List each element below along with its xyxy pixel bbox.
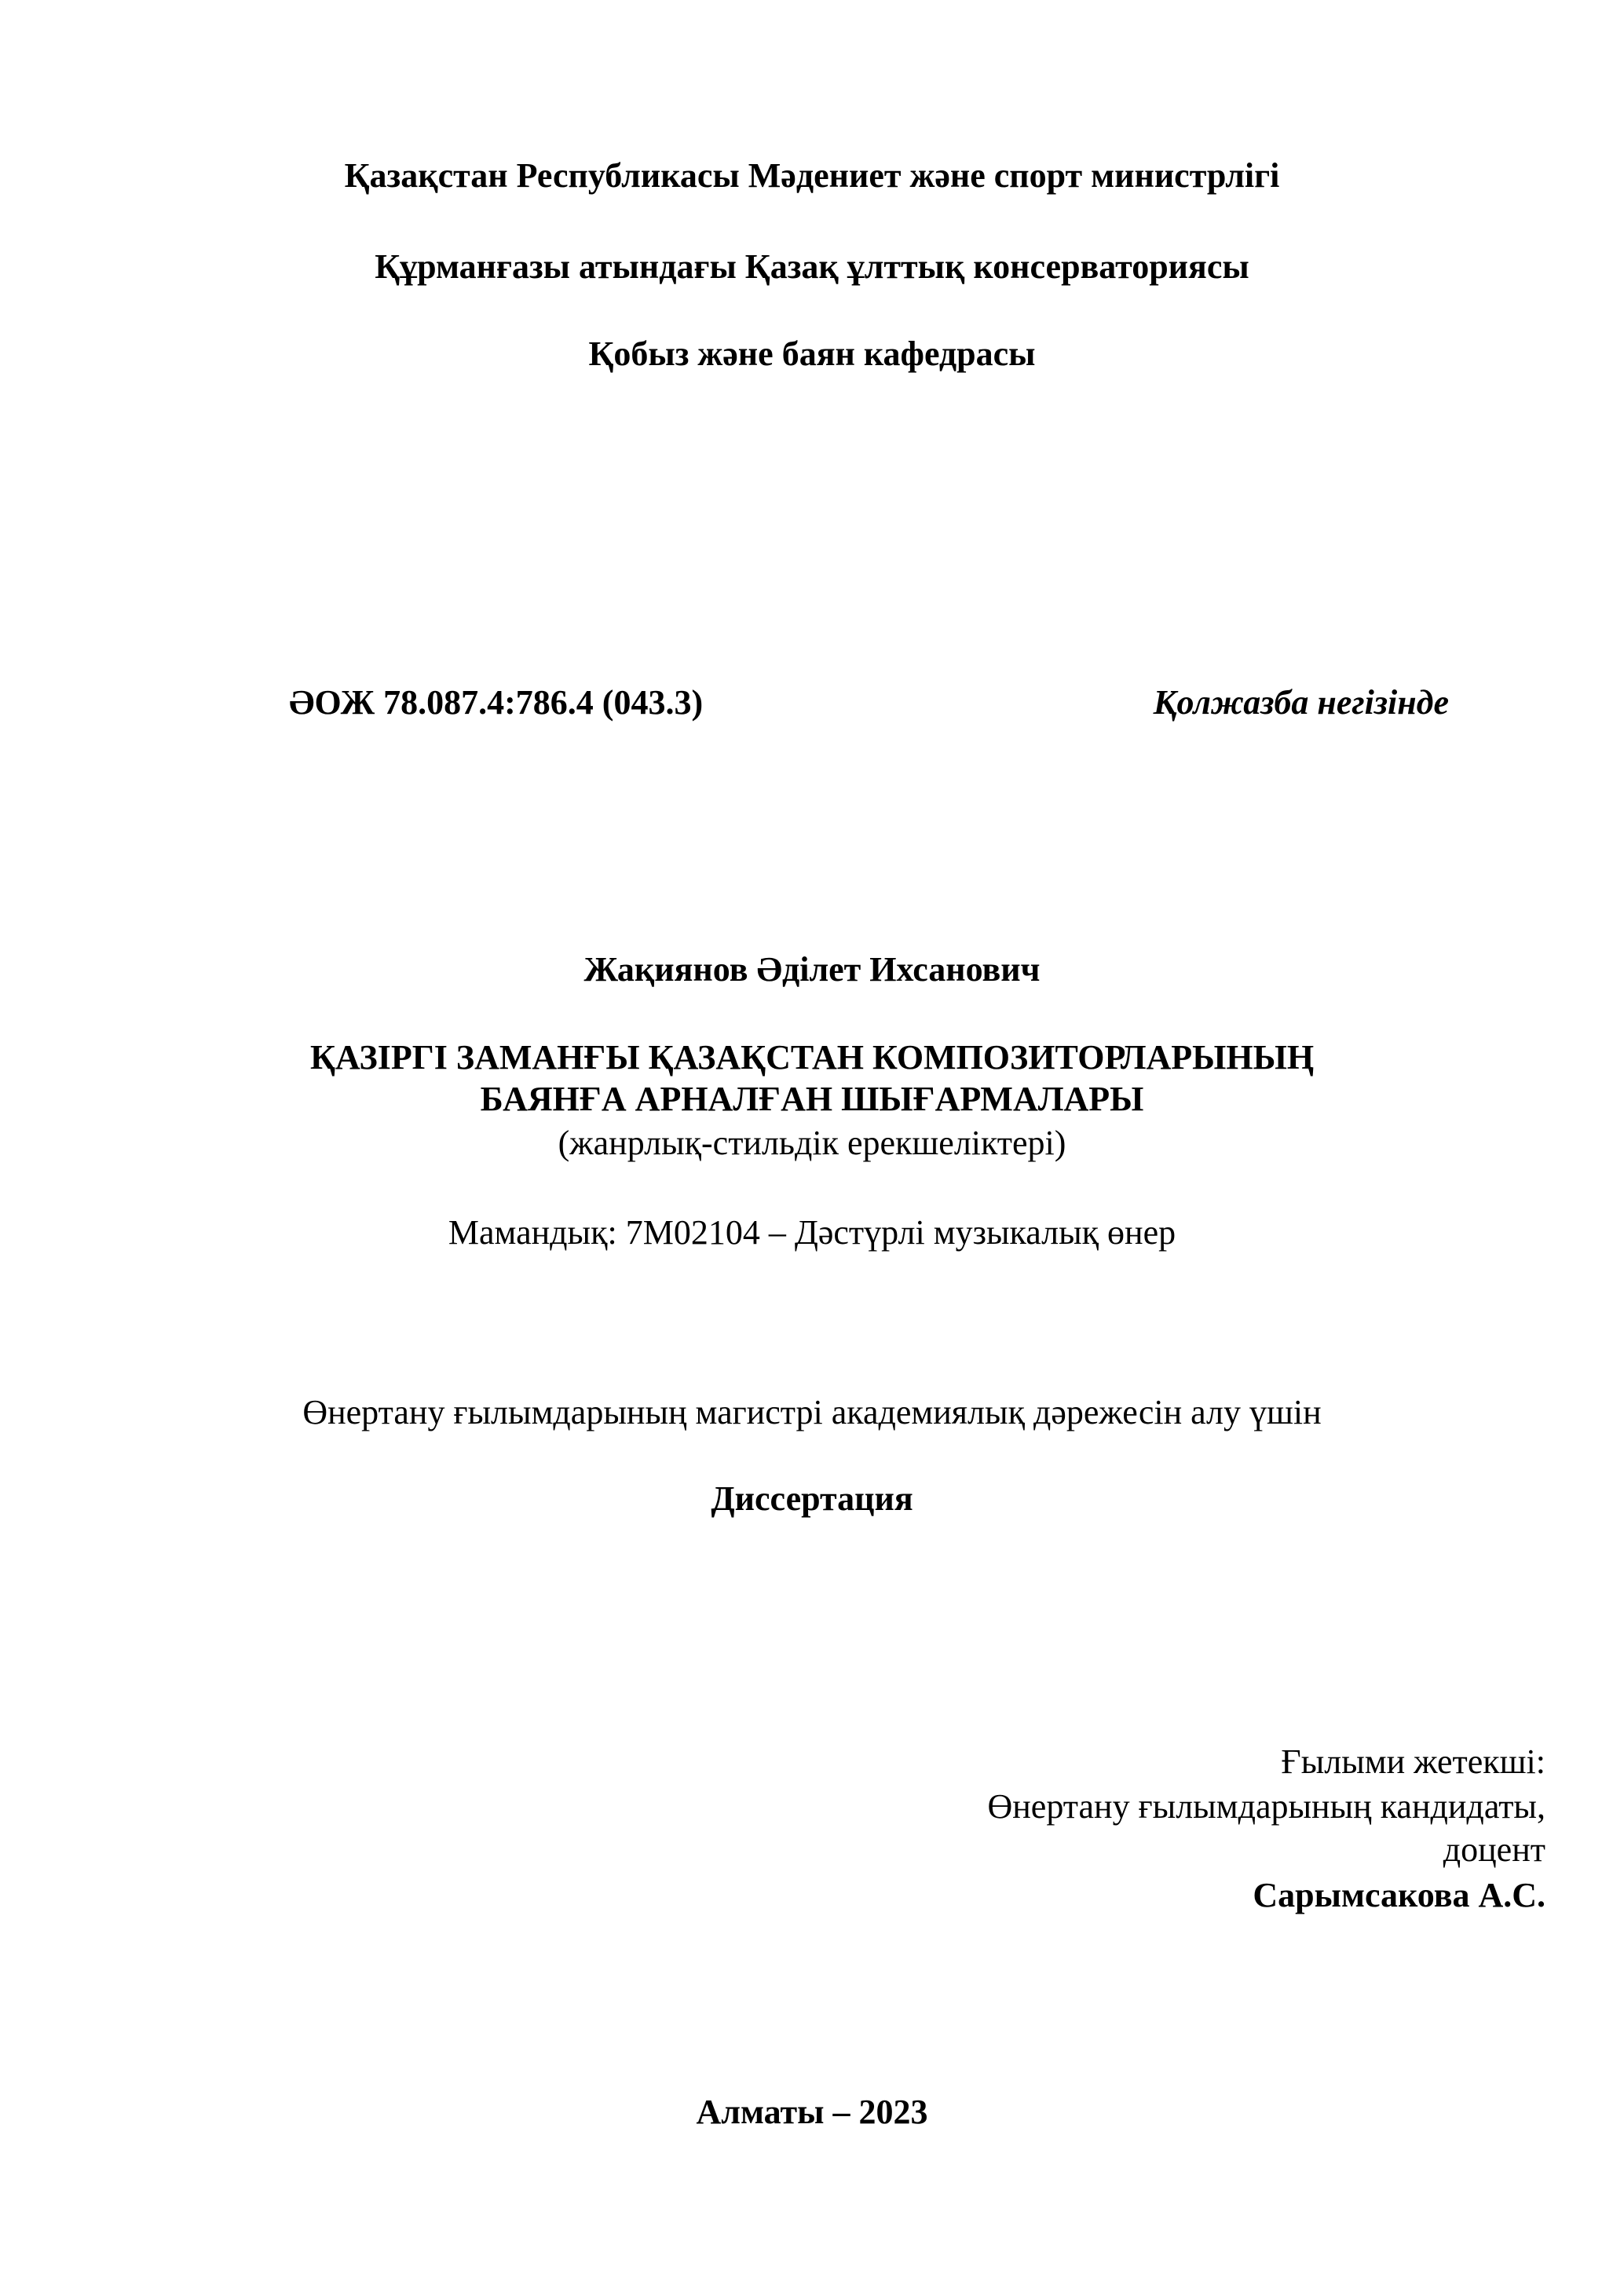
supervisor-name: Сарымсакова А.С. (1253, 1876, 1545, 1914)
conservatory-heading: Құрманғазы атындағы Қазақ ұлттық консерваториясы (375, 247, 1249, 286)
supervisor-degree: Өнертану ғылымдарының кандидаты, (987, 1787, 1545, 1826)
supervisor-rank: доцент (1443, 1830, 1545, 1869)
degree-purpose: Өнертану ғылымдарының магистрі академиялық дәрежесін алу үшін (302, 1393, 1322, 1431)
udc-code: ӘОЖ 78.087.4:786.4 (043.3) (289, 683, 704, 722)
author-name: Жақиянов Әділет Ихсанович (583, 950, 1041, 989)
dissertation-title-line2: БАЯНҒА АРНАЛҒАН ШЫҒАРМАЛАРЫ (480, 1080, 1144, 1118)
dissertation-title-line1: ҚАЗІРГІ ЗАМАНҒЫ ҚАЗАҚСТАН КОМПОЗИТОРЛАРЫНЫҢ (309, 1038, 1315, 1077)
manuscript-note: Қолжазба негізінде (1153, 683, 1449, 722)
department-heading: Қобыз және баян кафедрасы (588, 335, 1036, 373)
document-type: Диссертация (711, 1479, 913, 1518)
ministry-heading: Қазақстан Республикасы Мәдениет және спорт министрлігі (344, 156, 1280, 195)
specialty: Мамандық: 7M02104 – Дәстүрлі музыкалық өнер (448, 1213, 1176, 1252)
dissertation-subtitle: (жанрлық-стильдік ерекшеліктері) (558, 1124, 1066, 1162)
supervisor-label: Ғылыми жетекші: (1281, 1742, 1545, 1781)
city-year: Алматы – 2023 (696, 2093, 928, 2131)
